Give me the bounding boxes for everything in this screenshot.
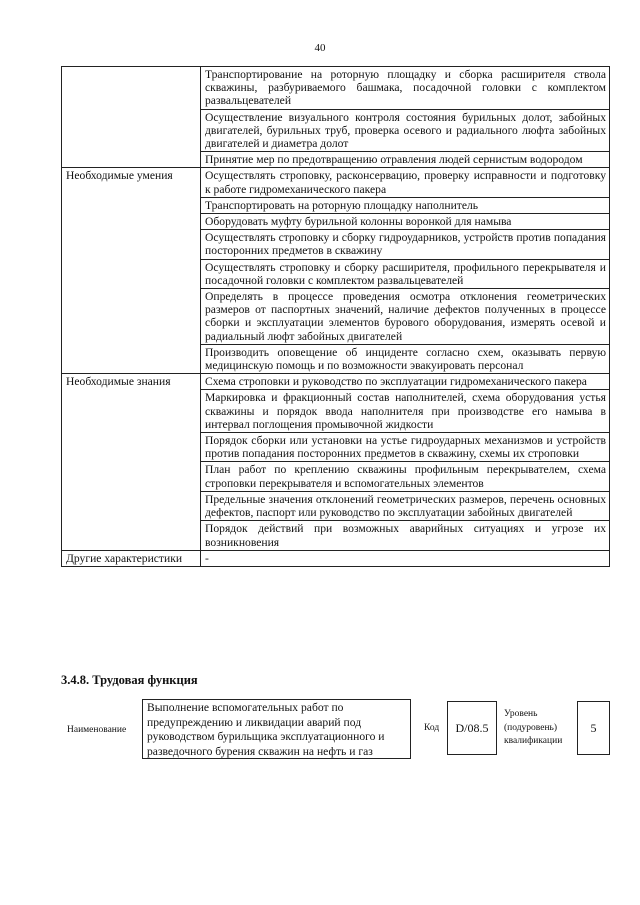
qualification-level-value: 5 bbox=[577, 701, 610, 755]
row-description: Оборудовать муфту бурильной колонны воронкой для намыва bbox=[201, 214, 610, 230]
row-description: Осуществлять строповку и сборку расширителя, профильного перекрывателя и посадочной головки с комплектом развальцевателей bbox=[201, 259, 610, 288]
function-name-value: Выполнение вспомогательных работ по предупреждению и ликвидации аварий под руководством бурильщика эксплуатационного и разведочного бурения скважин на нефть и газ bbox=[142, 699, 411, 759]
row-label-skills: Необходимые умения bbox=[62, 168, 201, 374]
requirements-table bbox=[61, 66, 610, 567]
row-description: Схема строповки и руководство по эксплуатации гидромеханического пакера bbox=[201, 374, 610, 390]
row-label-knowledge: Необходимые знания bbox=[62, 374, 201, 550]
section-title: 3.4.8. Трудовая функция bbox=[61, 673, 198, 687]
labor-function-header bbox=[61, 699, 610, 761]
code-label: Код bbox=[424, 723, 440, 733]
row-description: Транспортировать на роторную площадку наполнитель bbox=[201, 197, 610, 213]
name-label: Наименование bbox=[67, 725, 127, 735]
code-value: D/08.5 bbox=[447, 701, 497, 755]
row-description: Принятие мер по предотвращению отравления людей сернистым водородом bbox=[201, 152, 610, 168]
row-description: Осуществление визуального контроля состояния бурильных долот, забойных двигателей, бурильных труб, проверка осевого и радиального люфта забойных двигателей и диаметра долот bbox=[201, 109, 610, 152]
row-description: План работ по креплению скважины профильным перекрывателем, схема строповки перекрывателя и вспомогательных элементов bbox=[201, 462, 610, 491]
qualification-level-label: Уровень (подуровень) квалификации bbox=[504, 709, 563, 746]
table-row bbox=[62, 550, 610, 566]
row-label bbox=[62, 67, 201, 168]
row-label-other: Другие характеристики bbox=[62, 550, 201, 566]
row-description: Порядок действий при возможных аварийных ситуациях и угрозе их возникновения bbox=[201, 521, 610, 550]
table-row bbox=[62, 168, 610, 197]
row-description: Осуществлять строповку, расконсервацию, проверку исправности и подготовку к работе гидромеханического пакера bbox=[201, 168, 610, 197]
row-description: - bbox=[201, 550, 610, 566]
table-row bbox=[62, 67, 610, 110]
table-row bbox=[62, 374, 610, 390]
row-description: Определять в процессе проведения осмотра отклонения геометрических размеров от паспортных значений, наличие дефектов полученных в процессе сборки и эксплуатации элементов бурового оборудования, измерять осевой и радиальный люфт забойных двигателей bbox=[201, 289, 610, 345]
page-number: 40 bbox=[314, 42, 326, 54]
row-description: Осуществлять строповку и сборку гидроударников, устройств против попадания посторонних предметов в скважину bbox=[201, 230, 610, 259]
row-description: Предельные значения отклонений геометрических размеров, перечень основных дефектов, паспорт или руководство по эксплуатации забойных двигателей bbox=[201, 491, 610, 520]
row-description: Порядок сборки или установки на устье гидроударных механизмов и устройств против попадания посторонних предметов в скважину, схемы их строповки bbox=[201, 433, 610, 462]
row-description: Производить оповещение об инциденте согласно схем, оказывать первую медицинскую помощь и по возможности эвакуировать персонал bbox=[201, 344, 610, 373]
row-description: Транспортирование на роторную площадку и сборка расширителя ствола скважины, разбуриваемого башмака, посадочной головки с комплектом развальцевателей bbox=[201, 67, 610, 110]
row-description: Маркировка и фракционный состав наполнителей, схема оборудования устья скважины и порядок ввода наполнителя при производстве его намыва в интервал поглощения промывочной жидкости bbox=[201, 390, 610, 433]
